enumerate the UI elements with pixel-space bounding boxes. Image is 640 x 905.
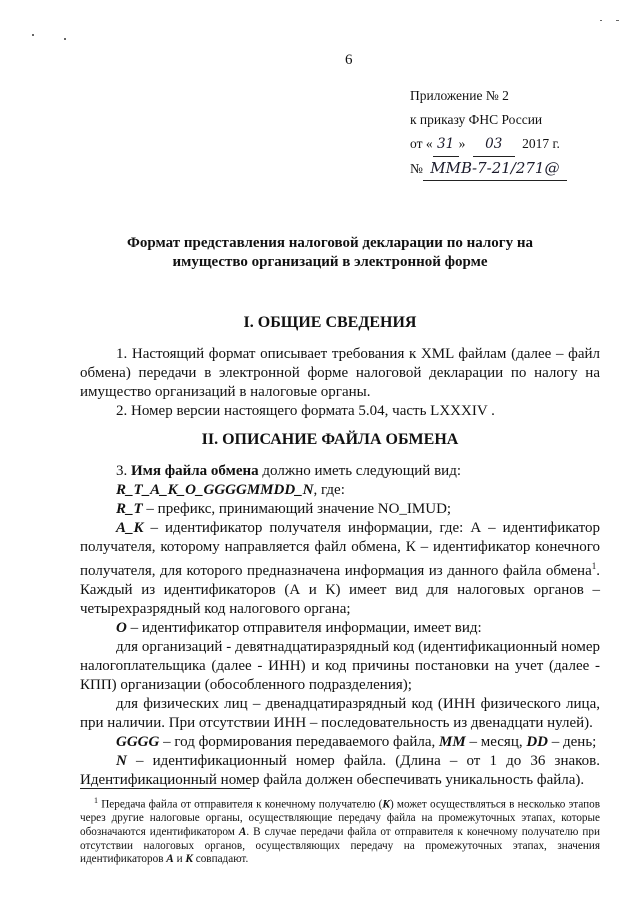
- o-text: – идентификатор отправителя информации, имеет вид:: [126, 620, 482, 636]
- p3-bold-term: Имя файла обмена: [131, 463, 259, 479]
- file-name-pattern: [80, 481, 600, 500]
- footnote-code-k-2: К: [185, 853, 193, 866]
- order-label: к приказу ФНС России: [410, 112, 543, 127]
- footnote-part-c: . В случае передачи файла от отправителя к конечному получателю при отсутствии налоговых органов, осуществляющих передачу на промежуточных этапах, значения идентификаторов: [80, 825, 600, 866]
- date-year: 2017 г.: [522, 136, 560, 151]
- n-code: N: [116, 753, 127, 769]
- section-1-body: [80, 345, 600, 421]
- mm-code: MM: [439, 734, 466, 750]
- footnote-code-a-2: А: [166, 853, 174, 866]
- paragraph-3: [80, 462, 600, 481]
- footnote-part-d: и: [173, 853, 186, 866]
- date-close-quote: »: [458, 136, 466, 151]
- date-definition: [80, 733, 600, 752]
- footnote-code-a: А: [238, 825, 247, 838]
- page-number: 6: [345, 52, 353, 68]
- title-line-2: имущество организаций в электронной форме: [172, 254, 488, 270]
- section-2-heading: II. ОПИСАНИЕ ФАЙЛА ОБМЕНА: [201, 431, 459, 448]
- date-prefix: от: [410, 136, 423, 151]
- appendix-block: [410, 84, 567, 180]
- footnote-part-a: Передача файла от отправителя к конечному получателю (: [98, 798, 383, 811]
- rt-text: – префикс, принимающий значение NO_IMUD;: [142, 501, 452, 517]
- section-2-body: [80, 462, 600, 790]
- rt-code: R_T: [116, 501, 143, 517]
- scan-speck: [64, 38, 66, 40]
- appendix-label: Приложение № 2: [410, 88, 509, 103]
- pattern-rest: , где:: [313, 482, 345, 498]
- ak-code: A_K: [116, 520, 144, 536]
- number-prefix: №: [410, 161, 423, 176]
- number-value: ММВ-7-21/271@: [423, 156, 567, 181]
- scan-speck: [600, 20, 602, 21]
- ak-definition: [80, 519, 600, 619]
- order-number: [410, 156, 567, 180]
- date-day: 31: [433, 132, 459, 157]
- o-definition: [80, 619, 600, 638]
- dd-text: – день;: [548, 734, 597, 750]
- document-title: [60, 234, 600, 272]
- o-code: O: [116, 620, 127, 636]
- order-date: [410, 132, 567, 156]
- rt-definition: [80, 500, 600, 519]
- paragraph-1: 1. Настоящий формат описывает требования к XML файлам (далее – файл обмена) передачи в электронной форме налоговой декларации по налогу на имущество организаций в налоговые органы.: [80, 346, 600, 400]
- section-1-heading: I. ОБЩИЕ СВЕДЕНИЯ: [243, 314, 417, 331]
- p3-number: 3.: [116, 463, 128, 479]
- ak-text-2: . Каждый из идентификаторов (А и К) имеет вид для налоговых органов – четырехразрядный код налогового органа;: [80, 563, 600, 617]
- gggg-text: – год формирования передаваемого файла,: [159, 734, 440, 750]
- footnote-divider: [80, 788, 250, 789]
- footnote-part-b: ) может осуществляться в несколько этапов через другие налоговые органы, осуществляющие передачу файла на промежуточных этапах, которые обозначаются идентификатором: [80, 798, 600, 838]
- scan-speck: [616, 20, 619, 21]
- title-line-1: Формат представления налоговой декларации по налогу на: [127, 235, 533, 251]
- footnote-text: [80, 794, 600, 867]
- mm-text: – месяц,: [465, 734, 527, 750]
- individual-definition: для физических лиц – двенадцатиразрядный код (ИНН физического лица, при наличии. При отсутствии ИНН – последовательность из двенадцати нулей).: [80, 696, 600, 731]
- date-month: 03: [473, 132, 515, 157]
- scan-speck: [32, 34, 34, 36]
- ak-text: – идентификатор получателя информации, где: А – идентификатор получателя, которому направляется файл обмена, К – идентификатор конечного получателя, для которого предназначена информация из данного файла обмена: [80, 520, 600, 579]
- n-text: – идентификационный номер файла. (Длина – от 1 до 36 знаков. Идентификационный номер файла должен обеспечивать уникальность файла).: [80, 753, 600, 788]
- n-definition: [80, 752, 600, 790]
- dd-code: DD: [526, 734, 549, 750]
- paragraph-2: 2. Номер версии настоящего формата 5.04, часть LXXXIV .: [116, 403, 495, 419]
- pattern-code: R_T_A_K_O_GGGGMMDD_N: [116, 482, 314, 498]
- footnote: [80, 794, 600, 867]
- org-definition: для организаций - девятнадцатиразрядный код (идентификационный номер налогоплательщика (далее - ИНН) и код причины постановки на учет (далее - КПП) организации (обособленного подразделения);: [80, 639, 600, 693]
- footnote-code-k: К: [382, 798, 390, 811]
- footnote-marker: 1: [94, 796, 98, 805]
- date-open-quote: «: [425, 136, 433, 151]
- footnote-ref[interactable]: 1: [591, 561, 597, 571]
- gggg-code: GGGG: [116, 734, 160, 750]
- p3-rest: должно иметь следующий вид:: [262, 463, 461, 479]
- footnote-part-e: совпадают.: [192, 853, 249, 866]
